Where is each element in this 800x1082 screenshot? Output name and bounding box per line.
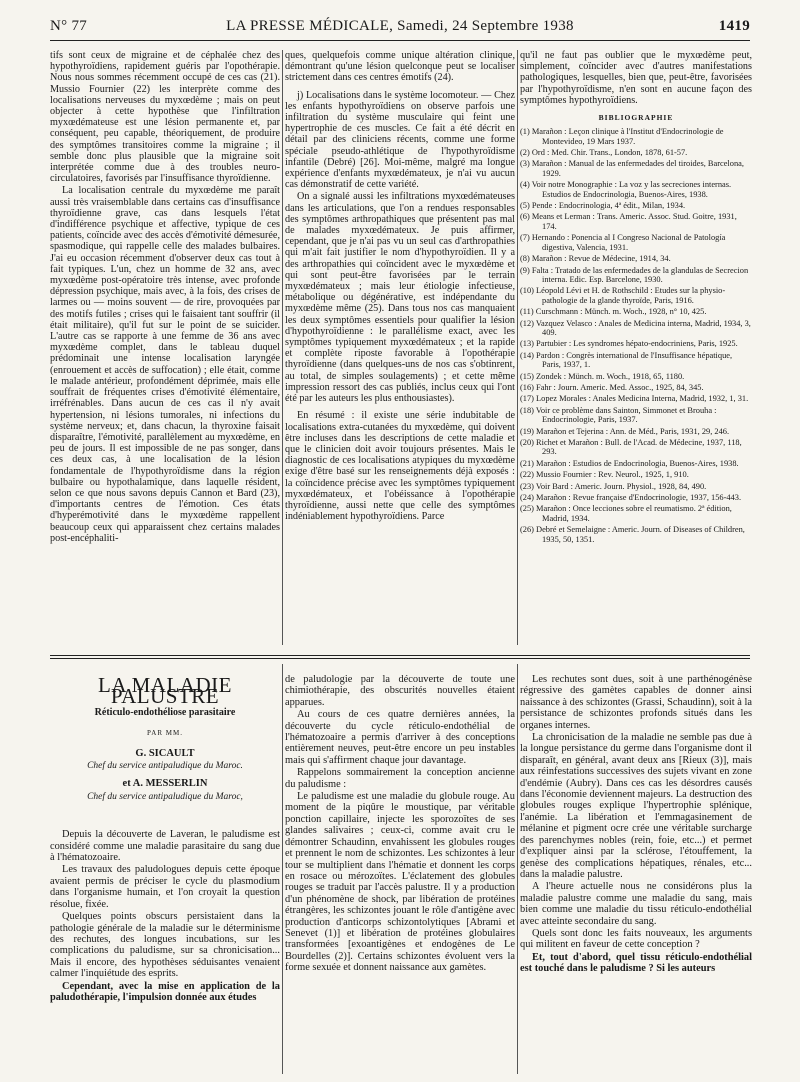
- paragraph: A l'heure actuelle nous ne considérons plus la maladie palustre comme une maladie du sang, mais bien comme une maladie du tissu réticulo-endothélial avec atteinte secondaire du sang.: [520, 881, 752, 927]
- author-role: Chef du service antipaludique du Maroc.: [87, 761, 243, 772]
- bib-entry: (7) Hernando : Ponencia al I Congreso Nacional de Patología digestiva, Valencia, 1931.: [520, 233, 726, 252]
- top-column-1: [50, 50, 280, 545]
- paragraph: qu'il ne faut pas oublier que le myxœdème peut, simplement, coïncider avec d'autres manifestations pathologiques, lesquelles, bien que, peut-être, favorisées par l'hypothyroïdisme, n'en sont en aucune façon des symptômes hypothyroïdiens.: [520, 50, 752, 106]
- top-column-3: [520, 50, 752, 546]
- article-separator: [50, 655, 750, 656]
- column-divider: [517, 664, 518, 1074]
- bib-entry: (19) Marañon et Tejerina : Ann. de Méd., Paris, 1931, 29, 246.: [520, 426, 730, 436]
- bib-entry: (16) Fahr : Journ. Americ. Med. Assoc., 1925, 84, 345.: [520, 382, 704, 392]
- paragraph: de paludologie par la découverte de toute une chimiothérapie, des obscurités nouvelles étaient apparues.: [285, 674, 515, 708]
- bib-entry: (15) Zondek : Münch. m. Woch., 1918, 65, 1180.: [520, 371, 685, 381]
- paragraph: La localisation centrale du myxœdème me paraît aussi très vraisemblable dans certains cas d'insuffisance thyroïdienne grave, cas dans lesquels l'état d'indifférence psychique et affective, typique de ces patients, coïncide avec des accès d'émotivité démesurée, spasmodique, qui rappelle celle des malades bulbaires. J'ai eu occasion récemment d'observer deux cas tout à fait typiques. L'un, chez un homme de 32 ans, avec myxœdème post-opératoire très intense, avec profonde dépression psychique, mais avec, à la fois, des crises de larmes ou — moins souvent — de rire, provoquées par des motifs futiles ; crises qui le faisaient tant souffrir (il était militaire), qu'il fut sur le point de se suicider. L'autre cas se rapporte à une femme de 36 ans avec myxœdème complet, dans le tableau duquel prédominait une intense localisation laryngée (enrouement et accès de suffocation) ; elle était, comme le malade antérieur, profondément déprimée, mais elle souffrait de fréquentes crises d'émotivité élémentaire, irréfrénables. Dans aucun de ces cas il n'y avait hypertension, ni lésions tumorales, ni infections du système nerveux; et, dans chacun, la thyroxine faisait disparaître, l'émotivité, parallèlement au myxœdème, en peu de jours. Il est impossible de ne pas songer, dans ces deux cas, à une localisation de la lésion fondamentale de l'hypothyroïdisme dans la région bulbaire ou hypothalamique, dans laquelle résident, selon ce que nous savons depuis Cannon et Bard (23), d'importants centres de l'émotion. Ces états d'hyperémotivité dans le myxœdème rappellent beaucoup ceux qui apparaissent chez certains malades post-encéphaliti-: [50, 185, 280, 544]
- paragraph: On a signalé aussi les infiltrations myxœdémateuses dans les articulations, que l'on a rendues responsables des symptômes arthropathiques que présentent pas mal de malades myxœdémateux. Je puis affirmer, cependant, que je n'ai pas vu un seul cas d'arthropathies qui m'ait fait justifier le nom d'hypothyroïdien. Il y a des arthropathies qui coïncident avec le myxœdème et qui sont peut-être favorisées par le terrain myxœdémateux ; mais leur étiologie infectieuse, métabolique ou dégénérative, est indépendante du myxœdème même (25). Dans tous nos cas manquaient les deux symptômes essentiels pour qualifier la lésion d'hypothyroïdienne : le parallélisme exact, avec les symptômes typiquement myxœdémateux ; et la rapide et complète riposte favorable à l'opothérapie thyroïdienne (dans quelques-uns de nos cas s'obtinrent, au total, de simples soulagements) ; et cette même impression ressort des cas publiés, inclus ceux qui l'ont été par les auteurs les plus enthousiastes).: [285, 191, 515, 405]
- article-title: LA MALADIE PALUSTRE: [98, 673, 232, 709]
- paragraph: Rappelons sommairement la conception ancienne du paludisme :: [285, 767, 515, 790]
- bib-entry: (4) Voir notre Monographie : La voz y las secreciones internas. Estudios de Endocrinologia, Buenos-Aires, 1938.: [520, 180, 732, 199]
- paragraph: Depuis la découverte de Laveran, le paludisme est considéré comme une maladie parasitaire du sang due à l'hématozoaire.: [50, 829, 280, 864]
- bib-entry: (2) Ord : Med. Chir. Trans., London, 1878, 61-57.: [520, 148, 688, 158]
- paragraph: j) Localisations dans le système locomoteur. — Chez les enfants hypothyroïdiens on observe parfois une infiltration du système musculaire qui feint une hypertrophie de ces muscles. Ce fait a été décrit en détail par des cliniciens récents, comme une forme spéciale pseudo-athlétique de l'hypothyroïdisme infantile (Debré) [26]. Moi-même, malgré ma longue expérience d'enfants myxœdémateux, je n'ai vu aucun cas démonstratif de cette variété.: [285, 89, 515, 191]
- column-divider: [282, 664, 283, 1074]
- bib-entry: (24) Marañon : Revue française d'Endocrinologie, 1937, 156-443.: [520, 493, 742, 503]
- bib-entry: (17) Lopez Morales : Anales Medicina Interna, Madrid, 1932, 1, 31.: [520, 394, 749, 404]
- bib-entry: (14) Pardon : Congrès international de l'Insuffisance hépatique, Paris, 1937, 1.: [520, 350, 733, 370]
- paragraph: En résumé : il existe une série indubitable de localisations extra-cutanées du myxœdème, qui doivent être incluses dans les descriptions de cette maladie et que le clinicien doit avoir toujours présentes. Mais le diagnostic de ces localisations atypiques du myxœdème exige d'être basé sur les renseignements déjà exposés : la coïncidence précise avec les symptômes typiquement myxœdémateux, et l'obéissance à l'opothérapie thyroïdienne, aussi nette que celle des symptômes indéniablement hypothyroïdiens. Parce: [285, 410, 515, 523]
- bib-entry: (13) Partubier : Les syndromes hépato-endocriniens, Paris, 1925.: [520, 339, 738, 349]
- bib-entry: (12) Vazquez Velasco : Anales de Medicina interna, Madrid, 1934, 3, 409.: [520, 318, 751, 337]
- paragraph: La chronicisation de la maladie ne semble pas due à la longue persistance du germe dans l'organisme dont il disparaît, en général, avant deux ans [Rieux (3)], mais aux réinfestations successives des sujets vivant en zone d'endémie (Aubry). Dans ces cas les désordres causés dans l'économie deviennent majeurs. La destruction des globules rouges explique l'hypertrophie splénique, l'anémie. La libération et l'emmagasinement de mélanine et pigment ocre crée une véritable surcharge des parenchymes nobles (rein, foie, etc...) et permet d'expliquer ainsi par la sclérose, l'étouffement, la genèse des complications hépatiques, rénales, etc... dans la maladie palustre.: [520, 732, 752, 880]
- bottom-column-1: [50, 674, 280, 1004]
- bib-entry: (10) Léopold Lévi et H. de Rothschild : Etudes sur la physio-pathologie de la glande thyroïde, Paris, 1916.: [520, 286, 726, 305]
- journal-title: LA PRESSE MÉDICALE, Samedi, 24 Septembre 1938: [226, 18, 574, 34]
- paragraph: Le paludisme est une maladie du globule rouge. Au moment de la piqûre le moustique, par véritable ponction capillaire, injecte les sporozoïtes de ses glandes salivaires ; ceux-ci, comme avait cru le démontrer Schaudinn, envahissent les globules rouges et prennent le nom de schizontes. Les schizontes à leur tour se multiplient dans l'hématie et donnent les corps en rosace ou mérozoïtes. L'éclatement des globules rouges se traduit par l'accès palustre. Il y a production d'un phénomène de shock, par libération de protéines étrangères, les schizontes jouant le rôle d'antigène avec production d'anticorps schizontolytiques [Abrami et Senevet (1)] et libération de protéines globulaires transformées [exoantigènes et endogènes de Le Bourdelles (2)]. Certains schizontes évoluent vers la forme sexuée et donnent naissance aux gamètes.: [285, 791, 515, 974]
- paragraph: Les travaux des paludologues depuis cette époque avaient permis de préciser le cycle du plasmodium dans l'organisme humain, et l'on croyait la question résolue, fixée.: [50, 864, 280, 910]
- column-divider: [282, 50, 283, 645]
- paragraph: Au cours de ces quatre dernières années, la découverte du cycle réticulo-endothélial de l'hématozoaire a permis d'arriver à des conceptions entièrement neuves, peut-être encore un peu instables mais qui s'affirment chaque jour davantage.: [285, 709, 515, 766]
- bottom-column-3: [520, 674, 752, 976]
- paragraph: Les rechutes sont dues, soit à une parthénogénèse régressive des gamètes capables de donner ainsi naissance à des schizontes (Grassi, Schaudinn), soit à la persistance de schizontes profonds situés dans les organes internes.: [520, 674, 752, 731]
- page-number-left: N° 77: [50, 18, 88, 34]
- bib-entry: (21) Marañon : Estudios de Endocrinologia, Buenos-Aires, 1938.: [520, 458, 739, 468]
- bib-entry: (5) Pende : Endocrinologia, 4ª édit., Milan, 1934.: [520, 201, 686, 211]
- paragraph: Quels sont donc les faits nouveaux, les arguments qui militent en faveur de cette conception ?: [520, 927, 752, 951]
- bib-entry: (9) Falta : Tratado de las enfermedades de la glandulas de Secrecion interna. Edic. Esp. Barcelone, 1930.: [520, 265, 749, 284]
- top-column-2: [285, 50, 515, 523]
- bib-entry: (8) Marañon : Revue de Médecine, 1914, 34.: [520, 254, 671, 264]
- article-subtitle: Réticulo-endothéliose parasitaire: [94, 706, 236, 718]
- bottom-column-2: [285, 674, 515, 975]
- bib-entry: (18) Voir ce problème dans Sainton, Simmonet et Brouha : Endocrinologie, Paris, 1937.: [520, 405, 717, 425]
- bib-entry: (3) Marañon : Manual de las enfermedades del tiroides, Barcelona, 1929.: [520, 159, 744, 178]
- bib-entry: (11) Curschmann : Münch. m. Woch., 1928, n° 10, 425.: [520, 307, 707, 317]
- paragraph: ques, quelquefois comme unique altération clinique, démontrant qu'une lésion quelconque peut se localiser strictement dans ces centres émotifs (24).: [285, 50, 515, 84]
- author-name: et A. MESSERLIN: [122, 778, 208, 790]
- byline: PAR MM.: [147, 729, 183, 738]
- paragraph: Quelques points obscurs persistaient dans la pathologie générale de la maladie sur le déterminisme des rechutes, des longues incubations, sur les complications du paludisme, sur sa chronicisation... Mais il encore, des hypothèses séduisantes venaient calmer l'inquiétude des esprits.: [50, 911, 280, 980]
- bib-entry: (20) Richet et Marañon : Bull. de l'Acad. de Médecine, 1937, 118, 293.: [520, 438, 742, 457]
- author-name: G. SICAULT: [135, 747, 195, 759]
- bib-entry: (22) Mussio Fournier : Rev. Neurol., 1925, 1, 910.: [520, 470, 689, 480]
- bib-entry: (6) Means et Lerman : Trans. Americ. Assoc. Stud. Goitre, 1931, 174.: [520, 212, 737, 231]
- paragraph: Et, tout d'abord, quel tissu réticulo-endothélial est touché dans le paludisme ? Si les auteurs: [520, 951, 752, 975]
- bibliography-list: [520, 127, 752, 544]
- page-number-right: 1419: [718, 18, 750, 34]
- article-separator: [50, 658, 750, 659]
- bib-entry: (23) Voir Bard : Americ. Journ. Physiol., 1928, 84, 490.: [520, 481, 707, 491]
- paragraph: tifs sont ceux de migraine et de céphalée chez des hypothyroïdiens, rapidement guéris par l'opothérapie. Nous nous sommes récemment occupé de ces cas (21). Mussio Fournier (22) les interprète comme des localisations nerveuses du myxœdème ; mais on peut objecter à cette hypothèse que l'infiltration myxœdémateuse est une lésion permanente et, par conséquent, peu capable, théoriquement, de produire des symptômes transitoires comme la migraine ; il semble donc plus plausible que la migraine soit interprétée comme due à des troubles neuro-circulatoires, favorisés par l'insuffisance thyroïdienne.: [50, 50, 280, 185]
- running-header: [50, 18, 750, 38]
- bibliography-title: BIBLIOGRAPHIE: [598, 113, 674, 123]
- header-rule: [50, 40, 750, 41]
- column-divider: [517, 50, 518, 645]
- bib-entry: (1) Marañon : Leçon clinique à l'Institut d'Endocrinologie de Montevideo, 19 Mars 1937.: [520, 127, 724, 146]
- bib-entry: (25) Marañon : Once lecciones sobre el reumatismo. 2ª édition, Madrid, 1934.: [520, 504, 732, 523]
- paragraph: Cependant, avec la mise en application de la paludothérapie, l'impulsion donnée aux études: [50, 980, 280, 1003]
- bib-entry: (26) Debré et Semelaigne : Americ. Journ. of Diseases of Children, 1935, 50, 1351.: [520, 525, 745, 544]
- author-role: Chef du service antipaludique du Maroc,: [87, 791, 243, 802]
